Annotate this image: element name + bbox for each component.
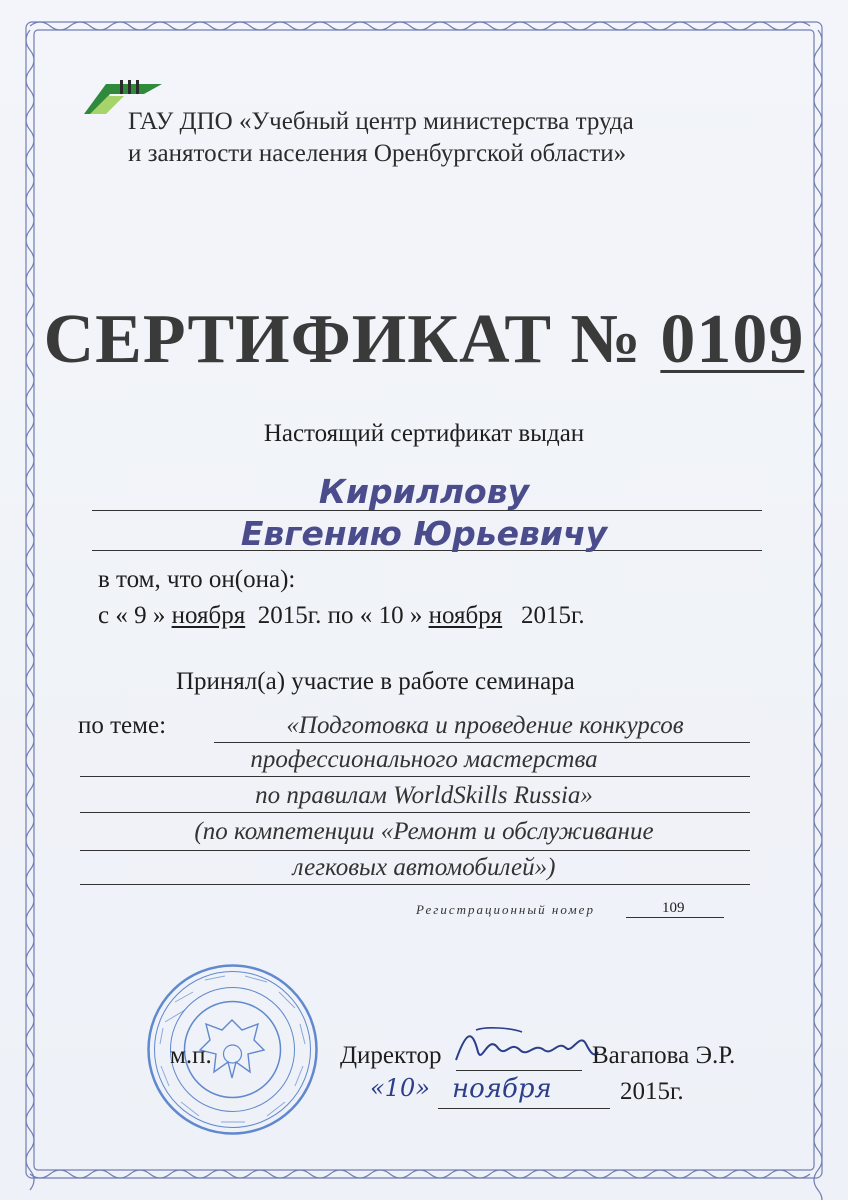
from-month: ноября bbox=[171, 602, 246, 629]
participation-text: Принял(а) участие в работе семинара bbox=[176, 668, 575, 695]
topic-line-text-5: легковых автомобилей») bbox=[292, 854, 556, 881]
director-signature bbox=[452, 1022, 602, 1072]
period-dates bbox=[98, 602, 585, 630]
title-prefix: СЕРТИФИКАТ № bbox=[43, 301, 642, 378]
topic-line-2 bbox=[80, 776, 750, 777]
certificate-title bbox=[0, 300, 848, 380]
recipient-last-name: Кириллову bbox=[318, 472, 530, 511]
topic-line-text-4: (по компетенции «Ремонт и обслуживание bbox=[194, 818, 654, 845]
recipient-first-names: Евгению Юрьевичу bbox=[240, 514, 608, 553]
from-mid: » bbox=[152, 602, 166, 629]
signature-date-day: «10» bbox=[370, 1074, 430, 1102]
topic-line-text-3: по правилам WorldSkills Russia» bbox=[255, 782, 593, 809]
signature-date-month: ноября bbox=[452, 1074, 552, 1104]
certificate-number: 0109 bbox=[660, 301, 805, 378]
stamp-label: м.п. bbox=[170, 1042, 212, 1069]
topic-line-3 bbox=[80, 812, 750, 813]
to-day: 10 bbox=[378, 602, 404, 629]
director-name: Вагапова Э.Р. bbox=[592, 1042, 736, 1069]
topic-label: по теме: bbox=[78, 712, 167, 739]
topic-line-1 bbox=[214, 742, 750, 743]
topic-line-5 bbox=[80, 884, 750, 885]
to-year: 2015г. bbox=[520, 602, 585, 629]
registration-label: Регистрационный номер bbox=[416, 902, 595, 917]
from-prefix: с « bbox=[98, 602, 128, 629]
to-mid: » bbox=[409, 602, 423, 629]
issued-text: Настоящий сертификат выдан bbox=[263, 420, 585, 447]
signature-date-year: 2015г. bbox=[620, 1078, 684, 1105]
organization-line-2: и занятости населения Оренбургской области» bbox=[128, 140, 627, 167]
organization-line-1: ГАУ ДПО «Учебный центр министерства труда bbox=[128, 108, 634, 135]
date-line bbox=[438, 1108, 610, 1109]
registration-number: 109 bbox=[662, 900, 685, 916]
from-day: 9 bbox=[134, 602, 147, 629]
from-year: 2015г. по « bbox=[257, 602, 373, 629]
director-label: Директор bbox=[340, 1042, 442, 1069]
topic-line-text-2: профессионального мастерства bbox=[250, 746, 598, 773]
to-month: ноября bbox=[428, 602, 503, 629]
topic-line-4 bbox=[80, 850, 750, 851]
registration-line bbox=[626, 917, 724, 918]
period-intro: в том, что он(она): bbox=[98, 566, 296, 593]
topic-line-text-1: «Подготовка и проведение конкурсов bbox=[286, 712, 684, 739]
